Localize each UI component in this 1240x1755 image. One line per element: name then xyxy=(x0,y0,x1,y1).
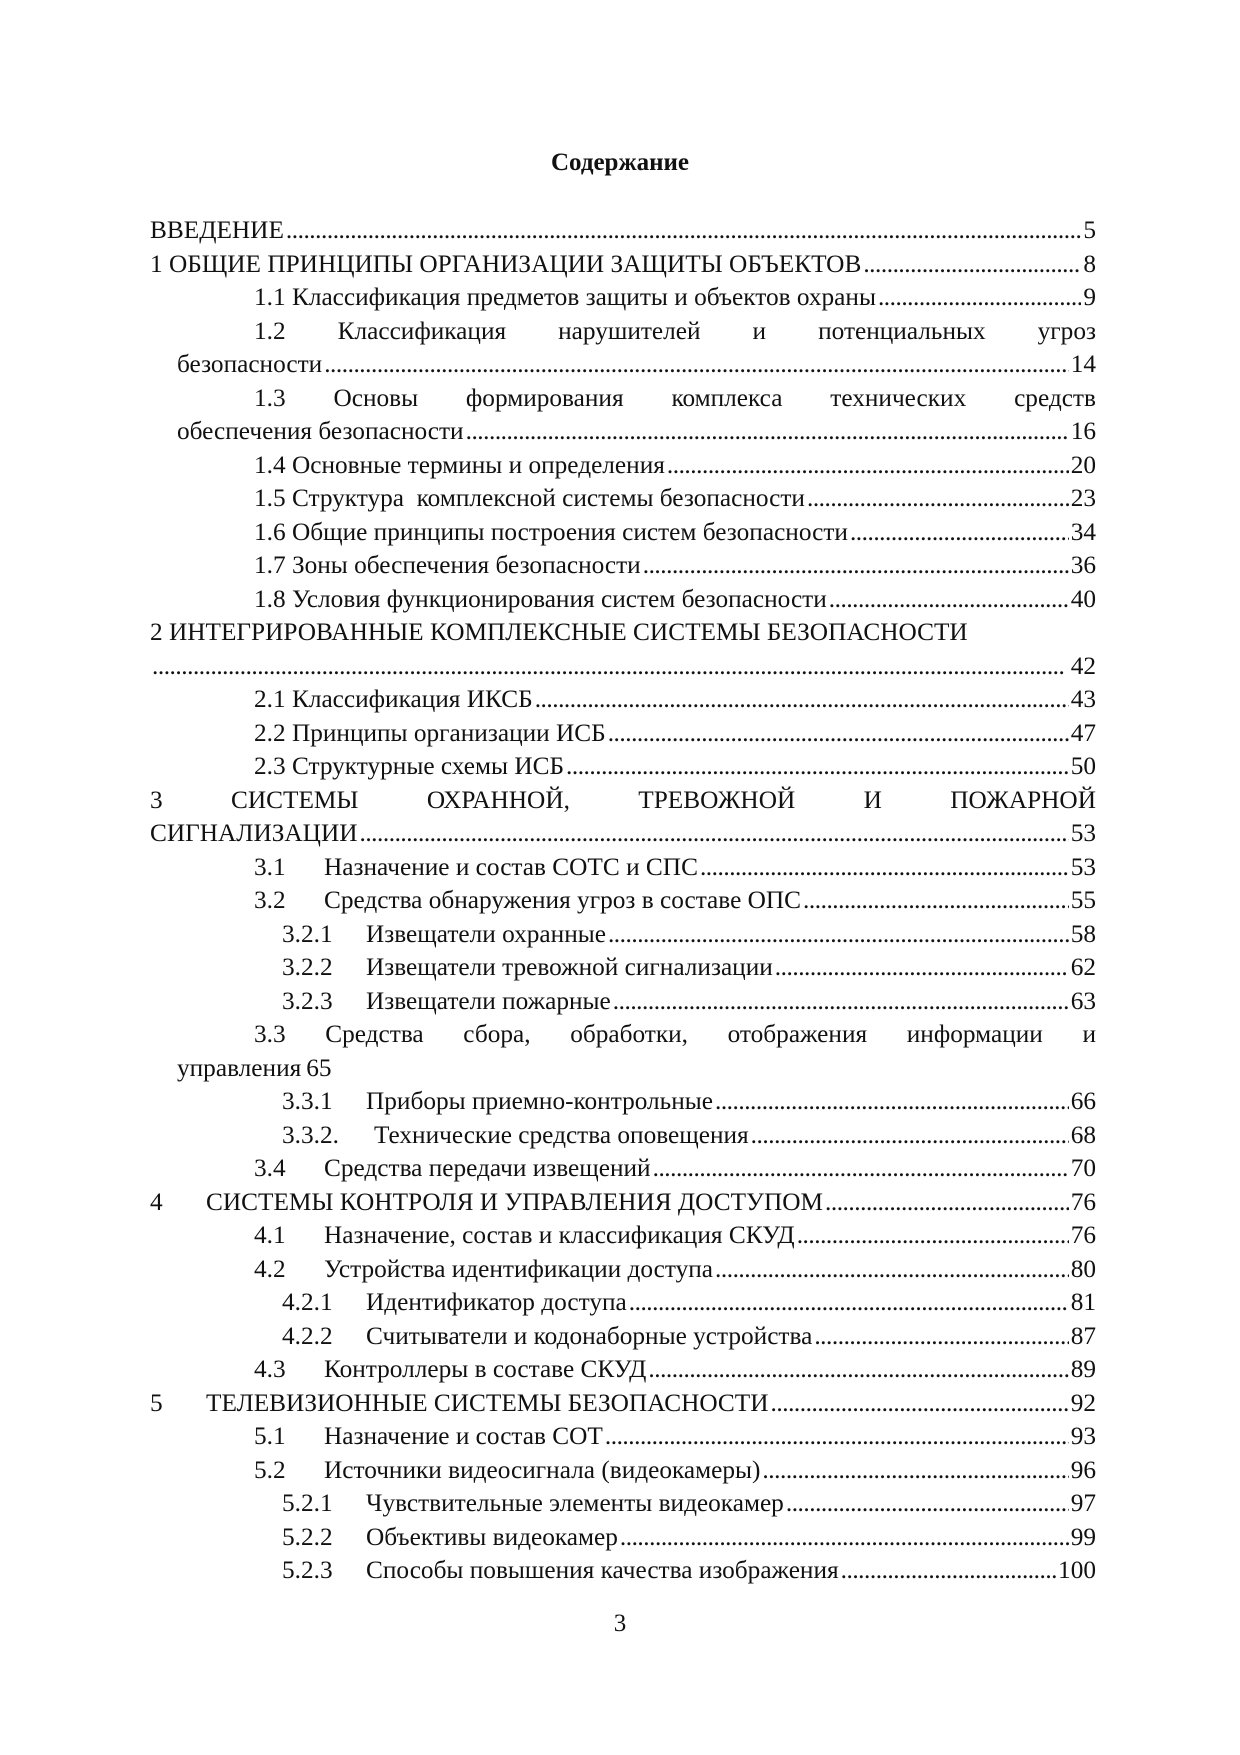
toc-entry-title xyxy=(282,1554,839,1588)
toc-entry[interactable] xyxy=(150,1487,1096,1521)
toc-page-number: 36 xyxy=(1070,551,1096,579)
toc-entry-number: 4 xyxy=(150,1187,163,1216)
toc-entry-number: 4.2.1 xyxy=(282,1288,333,1316)
toc-page-number: 43 xyxy=(1070,685,1096,713)
toc-leader-dots xyxy=(863,248,1081,282)
toc-entry[interactable] xyxy=(150,482,1096,516)
toc-entry[interactable] xyxy=(150,717,1096,751)
toc-entry-title xyxy=(282,918,606,952)
toc-entry-text: Средства обнаружения угроз в составе ОПС xyxy=(324,886,802,914)
toc-leader-dots xyxy=(797,1219,1069,1253)
toc-leader-dots xyxy=(620,1521,1069,1555)
toc-leader-dots xyxy=(878,281,1081,315)
toc-entry-number: 5.2.2 xyxy=(282,1522,333,1551)
toc-entry-word: угроз xyxy=(1037,316,1096,345)
toc-page-number: 70 xyxy=(1070,1154,1096,1182)
toc-entry-text: Назначение, состав и классификация СКУД xyxy=(324,1221,795,1249)
toc-entry[interactable] xyxy=(150,1454,1096,1488)
toc-entry-text: Назначение и состав СОТ xyxy=(324,1422,603,1450)
toc-entry-word: ПОЖАРНОЙ xyxy=(950,785,1096,814)
toc-entry-title: 1 ОБЩИЕ ПРИНЦИПЫ ОРГАНИЗАЦИИ ЗАЩИТЫ ОБЪЕКТОВ xyxy=(150,249,862,278)
toc-entry-title: ВВЕДЕНИЕ xyxy=(150,216,284,244)
toc-entry[interactable] xyxy=(150,1253,1096,1287)
page-number: 3 xyxy=(613,1610,627,1637)
toc-entry-text: Считыватели и кодонаборные устройства xyxy=(366,1321,813,1350)
toc-leader-dots xyxy=(648,1353,1068,1387)
toc-entry[interactable] xyxy=(150,1018,1096,1085)
toc-entry-number: 3.2 xyxy=(254,886,286,914)
toc-entry[interactable] xyxy=(150,315,1096,382)
toc-entry[interactable] xyxy=(150,1353,1096,1387)
toc-entry-title: 1.6 Общие принципы построения систем безопасности xyxy=(254,517,848,546)
toc-page-number: 55 xyxy=(1070,886,1096,914)
toc-entry-text: Идентификатор доступа xyxy=(366,1288,627,1316)
toc-page-number: 63 xyxy=(1070,986,1096,1015)
toc-entry-title: обеспечения безопасности xyxy=(177,417,464,445)
toc-leader-dots xyxy=(653,1152,1069,1186)
toc-entry-word: Основы xyxy=(333,383,419,412)
toc-page-number: 58 xyxy=(1070,919,1096,948)
toc-entry-second-line xyxy=(150,1052,1096,1086)
toc-page-number: 80 xyxy=(1070,1254,1096,1283)
toc-page-number: 50 xyxy=(1070,752,1096,780)
toc-page-number: 14 xyxy=(1070,350,1096,378)
toc-page-number: 76 xyxy=(1070,1221,1096,1249)
toc-leader-dots xyxy=(786,1487,1069,1521)
toc-entry-title xyxy=(282,951,773,985)
toc-entry-text: Способы повышения качества изображения xyxy=(366,1556,839,1584)
toc-entry[interactable] xyxy=(150,1085,1096,1119)
toc-entry-word: комплекса xyxy=(671,383,783,412)
toc-entry[interactable] xyxy=(150,248,1096,282)
toc-leader-dots xyxy=(466,415,1069,449)
toc-entry-number: 3.4 xyxy=(254,1154,286,1182)
toc-page-number: 5 xyxy=(1083,216,1096,244)
toc-entry-text: Объективы видеокамер xyxy=(366,1522,618,1551)
toc-entry-second-line xyxy=(150,348,1096,382)
toc-entry-first-line xyxy=(150,784,1096,818)
toc-entry-number: 5.1 xyxy=(254,1422,286,1450)
toc-entry-number: 4.1 xyxy=(254,1221,286,1249)
toc-page-number: 100 xyxy=(1058,1556,1096,1584)
toc-entry-text: Извещатели охранные xyxy=(366,919,606,948)
toc-page-number: 62 xyxy=(1070,953,1096,981)
toc-entry-number: 4.2 xyxy=(254,1254,286,1283)
toc-entry-number: 4.3 xyxy=(254,1355,286,1383)
toc-page-number: 53 xyxy=(1070,819,1096,847)
toc-entry[interactable] xyxy=(150,516,1096,550)
toc-entry-word: 2 ИНТЕГРИРОВАННЫЕ КОМПЛЕКСНЫЕ СИСТЕМЫ БЕЗОПАСНОСТИ xyxy=(150,618,968,646)
toc-leader-dots xyxy=(814,1320,1068,1354)
toc-entry[interactable] xyxy=(150,1186,1096,1220)
toc-entry-second-line xyxy=(150,817,1096,851)
toc-page-number: 47 xyxy=(1070,718,1096,747)
toc-leader-dots xyxy=(608,717,1069,751)
toc-page-number: 89 xyxy=(1070,1355,1096,1383)
toc-entry-text: Устройства идентификации доступа xyxy=(324,1254,714,1283)
toc-entry-text: ТЕЛЕВИЗИОННЫЕ СИСТЕМЫ БЕЗОПАСНОСТИ xyxy=(206,1388,769,1417)
toc-entry-word: ТРЕВОЖНОЙ xyxy=(638,785,796,814)
toc-entry-title xyxy=(150,1186,823,1220)
toc-leader-dots xyxy=(807,482,1069,516)
toc-entry-word: сбора, xyxy=(463,1020,531,1048)
toc-entry-title: 2.2 Принципы организации ИСБ xyxy=(254,718,606,747)
toc-entry[interactable] xyxy=(150,1152,1096,1186)
toc-entry[interactable] xyxy=(150,750,1096,784)
toc-entry-second-line xyxy=(150,650,1096,684)
toc-leader-dots xyxy=(850,516,1069,550)
toc-entry-title: СИГНАЛИЗАЦИИ xyxy=(150,819,358,847)
toc-leader-dots xyxy=(605,1420,1069,1454)
toc-entry-title: 1.7 Зоны обеспечения безопасности xyxy=(254,551,641,579)
toc-entry-number: 3.2.2 xyxy=(282,953,333,981)
toc-entry[interactable] xyxy=(150,281,1096,315)
toc-leader-dots xyxy=(535,683,1069,717)
toc-entry[interactable] xyxy=(150,382,1096,449)
toc-page-number: 65 xyxy=(306,1053,332,1082)
toc-entry-number: 5.2.1 xyxy=(282,1489,333,1517)
toc-entry-title xyxy=(254,1219,795,1253)
toc-entry-number: 3.3.2. xyxy=(282,1120,339,1149)
toc-entry-word: 1.2 xyxy=(254,316,286,345)
toc-entry[interactable] xyxy=(150,616,1096,683)
toc-page-number: 96 xyxy=(1070,1455,1096,1484)
toc-entry-word: и xyxy=(752,316,767,345)
toc-leader-dots xyxy=(751,1119,1069,1153)
toc-entry-first-line xyxy=(150,1018,1096,1052)
toc-entry-text: Извещатели тревожной сигнализации xyxy=(366,953,773,981)
toc-entry[interactable] xyxy=(150,1521,1096,1555)
toc-page-number: 23 xyxy=(1070,484,1096,512)
toc-entry-text: Источники видеосигнала (видеокамеры) xyxy=(324,1455,761,1484)
toc-page-number: 99 xyxy=(1070,1522,1096,1551)
toc-page-number: 87 xyxy=(1070,1321,1096,1350)
toc-page-number: 20 xyxy=(1070,450,1096,479)
toc-entry[interactable] xyxy=(150,1219,1096,1253)
toc-page-number: 53 xyxy=(1070,852,1096,881)
toc-page-number: 68 xyxy=(1070,1120,1096,1149)
toc-entry-title xyxy=(282,1286,627,1320)
toc-entry[interactable] xyxy=(150,683,1096,717)
toc-entry[interactable] xyxy=(150,884,1096,918)
toc-leader-dots xyxy=(829,583,1069,617)
toc-entry-number: 3.1 xyxy=(254,852,286,881)
toc-entry-word: и xyxy=(1082,1020,1096,1048)
toc-entry-word: отображения xyxy=(727,1020,868,1048)
toc-entry-text: Контроллеры в составе СКУД xyxy=(324,1355,647,1383)
toc-page-number: 8 xyxy=(1083,249,1096,278)
toc-entry[interactable] xyxy=(150,918,1096,952)
toc-entry-title xyxy=(254,1253,713,1287)
toc-entry[interactable] xyxy=(150,784,1096,851)
toc-leader-dots xyxy=(762,1454,1068,1488)
toc-page-number: 97 xyxy=(1070,1489,1096,1517)
page-title: Содержание xyxy=(550,149,689,176)
toc-leader-dots xyxy=(803,884,1069,918)
toc-entry-word: Классификация xyxy=(337,316,507,345)
toc-entry-word: технических xyxy=(830,383,967,412)
toc-page-number: 93 xyxy=(1070,1422,1096,1450)
toc-entry-number: 3.3.1 xyxy=(282,1087,333,1115)
toc-entry-title xyxy=(254,1353,646,1387)
toc-entry-text: Извещатели пожарные xyxy=(366,986,611,1015)
toc-entry-title: 1.5 Структура комплексной системы безопасности xyxy=(254,484,805,512)
toc-page-number: 76 xyxy=(1070,1187,1096,1216)
toc-entry[interactable] xyxy=(150,951,1096,985)
toc-leader-dots xyxy=(608,918,1069,952)
toc-entry[interactable] xyxy=(150,1286,1096,1320)
toc-page-number: 34 xyxy=(1070,517,1096,546)
toc-page-number: 40 xyxy=(1070,584,1096,613)
toc-entry-title xyxy=(282,1119,749,1153)
toc-entry-title xyxy=(254,884,801,918)
toc-entry-second-line xyxy=(150,415,1096,449)
toc-entry-text: Назначение и состав СОТС и СПС xyxy=(324,852,698,881)
toc-entry-title xyxy=(282,1487,784,1521)
toc-page-number: 16 xyxy=(1070,417,1096,445)
toc-entry-text: СИСТЕМЫ КОНТРОЛЯ И УПРАВЛЕНИЯ ДОСТУПОМ xyxy=(206,1187,823,1216)
toc-entry-title: 1.4 Основные термины и определения xyxy=(254,450,665,479)
toc-entry[interactable] xyxy=(150,449,1096,483)
toc-entry-title: безопасности xyxy=(177,350,323,378)
toc-entry-first-line xyxy=(150,616,1096,650)
toc-entry-word: потенциальных xyxy=(818,316,986,345)
toc-leader-dots xyxy=(715,1085,1069,1119)
toc-entry-text: Технические средства оповещения xyxy=(374,1120,749,1149)
toc-entry-title: 1.1 Классификация предметов защиты и объектов охраны xyxy=(254,283,876,311)
table-of-contents xyxy=(150,214,1096,1588)
toc-entry-first-line xyxy=(150,382,1096,416)
toc-leader-dots xyxy=(613,985,1069,1019)
toc-page-number: 42 xyxy=(1070,651,1096,680)
toc-entry-title: управления xyxy=(177,1053,302,1082)
toc-entry-title: 1.8 Условия функционирования систем безопасности xyxy=(254,584,827,613)
toc-entry-title xyxy=(254,1152,651,1186)
toc-entry-text: Средства передачи извещений xyxy=(324,1154,651,1182)
toc-entry-word: СИСТЕМЫ xyxy=(231,785,359,814)
toc-entry[interactable] xyxy=(150,1420,1096,1454)
toc-leader-dots xyxy=(359,817,1068,851)
toc-entry[interactable] xyxy=(150,214,1096,248)
toc-entry-number: 3.2.3 xyxy=(282,986,333,1015)
toc-entry-word: средств xyxy=(1014,383,1096,412)
toc-entry[interactable] xyxy=(150,851,1096,885)
toc-leader-dots xyxy=(566,750,1069,784)
toc-entry-title xyxy=(282,1320,812,1354)
toc-leader-dots xyxy=(152,650,1069,684)
toc-entry-first-line xyxy=(150,315,1096,349)
toc-entry-number: 5.2 xyxy=(254,1455,286,1484)
toc-entry-title xyxy=(282,985,611,1019)
toc-entry-word: 3.3 xyxy=(254,1020,286,1048)
toc-leader-dots xyxy=(771,1387,1069,1421)
toc-page-number: 81 xyxy=(1070,1288,1096,1316)
toc-entry-word: нарушителей xyxy=(558,316,701,345)
toc-entry-word: ОХРАННОЙ, xyxy=(426,785,570,814)
toc-entry-word: И xyxy=(863,785,882,814)
toc-leader-dots xyxy=(286,214,1081,248)
toc-entry-word: 3 xyxy=(150,785,163,814)
toc-leader-dots xyxy=(715,1253,1069,1287)
toc-leader-dots xyxy=(643,549,1069,583)
toc-entry-title xyxy=(150,1387,769,1421)
toc-entry-number: 3.2.1 xyxy=(282,919,333,948)
toc-entry-text: Чувствительные элементы видеокамер xyxy=(366,1489,784,1517)
toc-entry-word: формирования xyxy=(465,383,624,412)
toc-entry[interactable] xyxy=(150,1554,1096,1588)
toc-entry-word: информации xyxy=(906,1020,1043,1048)
toc-entry-number: 5.2.3 xyxy=(282,1556,333,1584)
toc-entry[interactable] xyxy=(150,1320,1096,1354)
toc-leader-dots xyxy=(324,348,1069,382)
toc-entry-title: 2.1 Классификация ИКСБ xyxy=(254,685,533,713)
toc-entry-title: 2.3 Структурные схемы ИСБ xyxy=(254,752,565,780)
toc-page-number: 92 xyxy=(1070,1388,1096,1417)
toc-entry-title xyxy=(254,1454,760,1488)
toc-entry[interactable] xyxy=(150,549,1096,583)
toc-page-number: 66 xyxy=(1070,1087,1096,1115)
toc-entry-title xyxy=(254,1420,603,1454)
toc-entry[interactable] xyxy=(150,985,1096,1019)
toc-entry-title xyxy=(282,1521,618,1555)
toc-leader-dots xyxy=(700,851,1069,885)
toc-leader-dots xyxy=(825,1186,1069,1220)
toc-entry-title xyxy=(254,851,698,885)
toc-entry-title xyxy=(282,1085,713,1119)
toc-leader-dots xyxy=(667,449,1069,483)
toc-leader-dots xyxy=(775,951,1069,985)
toc-entry[interactable] xyxy=(150,1119,1096,1153)
toc-entry-word: 1.3 xyxy=(254,383,286,412)
toc-leader-dots xyxy=(629,1286,1069,1320)
toc-page-number: 9 xyxy=(1083,283,1096,311)
toc-entry-text: Приборы приемно-контрольные xyxy=(366,1087,713,1115)
toc-entry[interactable] xyxy=(150,583,1096,617)
toc-entry-word: обработки, xyxy=(570,1020,688,1048)
toc-entry-word: Средства xyxy=(325,1020,424,1048)
toc-leader-dots xyxy=(841,1554,1056,1588)
toc-entry[interactable] xyxy=(150,1387,1096,1421)
toc-entry-number: 4.2.2 xyxy=(282,1321,333,1350)
toc-entry-number: 5 xyxy=(150,1388,163,1417)
